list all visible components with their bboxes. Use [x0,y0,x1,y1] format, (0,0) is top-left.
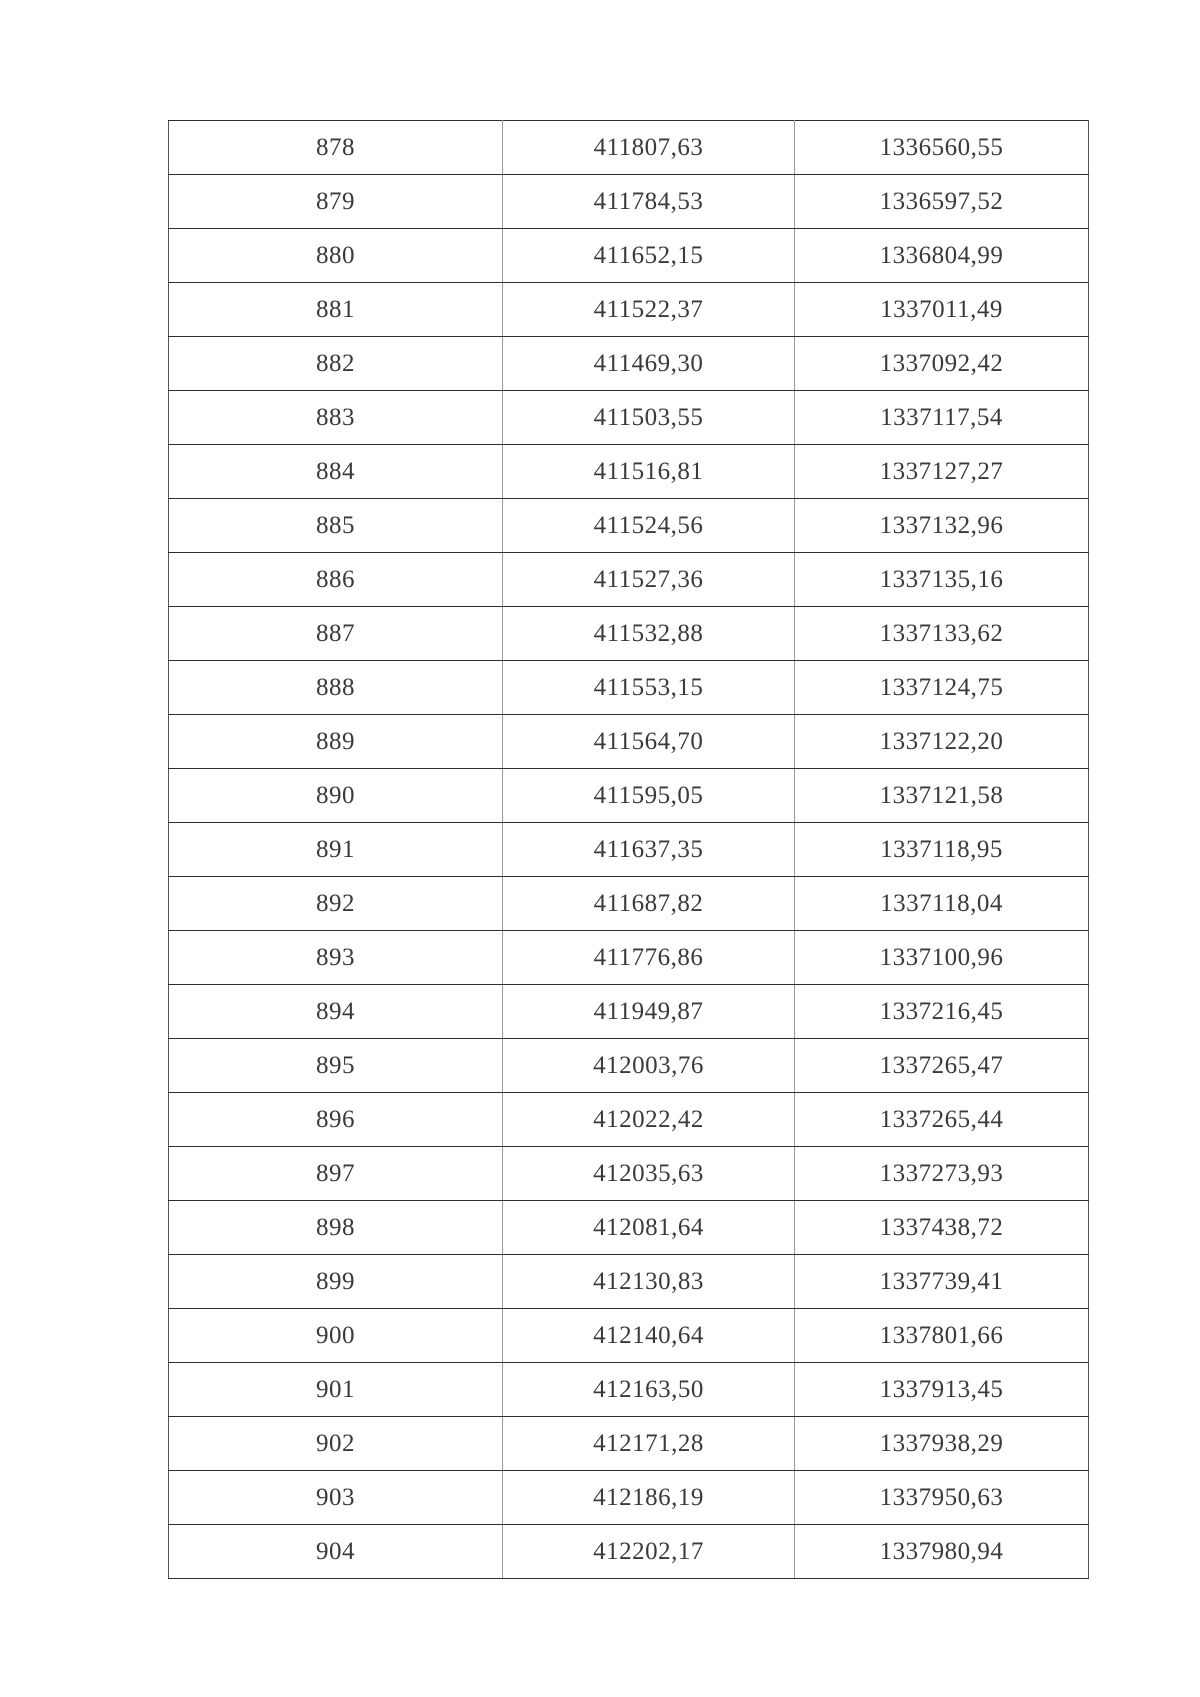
point-number-cell: 889 [169,715,503,769]
y-coordinate-cell: 1337950,63 [795,1471,1089,1525]
y-coordinate-cell: 1337100,96 [795,931,1089,985]
table-row [169,877,1089,931]
coordinates-table-body [169,121,1089,1579]
x-coordinate-cell: 412081,64 [503,1201,795,1255]
table-row [169,1309,1089,1363]
point-number-cell: 883 [169,391,503,445]
y-coordinate-cell: 1337132,96 [795,499,1089,553]
x-coordinate-cell: 412035,63 [503,1147,795,1201]
y-coordinate-cell: 1337118,95 [795,823,1089,877]
table-row [169,1039,1089,1093]
point-number-cell: 885 [169,499,503,553]
x-coordinate-cell: 411637,35 [503,823,795,877]
x-coordinate-cell: 411532,88 [503,607,795,661]
table-row [169,715,1089,769]
x-coordinate-cell: 412140,64 [503,1309,795,1363]
point-number-cell: 880 [169,229,503,283]
point-number-cell: 892 [169,877,503,931]
x-coordinate-cell: 411595,05 [503,769,795,823]
point-number-cell: 890 [169,769,503,823]
point-number-cell: 896 [169,1093,503,1147]
table-row [169,337,1089,391]
point-number-cell: 899 [169,1255,503,1309]
y-coordinate-cell: 1337216,45 [795,985,1089,1039]
table-row [169,769,1089,823]
x-coordinate-cell: 412186,19 [503,1471,795,1525]
point-number-cell: 901 [169,1363,503,1417]
y-coordinate-cell: 1337092,42 [795,337,1089,391]
table-row [169,1201,1089,1255]
y-coordinate-cell: 1337135,16 [795,553,1089,607]
table-row [169,1525,1089,1579]
x-coordinate-cell: 411687,82 [503,877,795,931]
y-coordinate-cell: 1336804,99 [795,229,1089,283]
y-coordinate-cell: 1337438,72 [795,1201,1089,1255]
x-coordinate-cell: 411527,36 [503,553,795,607]
y-coordinate-cell: 1337011,49 [795,283,1089,337]
y-coordinate-cell: 1336560,55 [795,121,1089,175]
table-row [169,823,1089,877]
table-row [169,445,1089,499]
x-coordinate-cell: 411564,70 [503,715,795,769]
point-number-cell: 888 [169,661,503,715]
point-number-cell: 893 [169,931,503,985]
x-coordinate-cell: 412171,28 [503,1417,795,1471]
y-coordinate-cell: 1337133,62 [795,607,1089,661]
y-coordinate-cell: 1337124,75 [795,661,1089,715]
x-coordinate-cell: 412130,83 [503,1255,795,1309]
y-coordinate-cell: 1337801,66 [795,1309,1089,1363]
point-number-cell: 894 [169,985,503,1039]
x-coordinate-cell: 411784,53 [503,175,795,229]
y-coordinate-cell: 1337265,44 [795,1093,1089,1147]
point-number-cell: 895 [169,1039,503,1093]
table-row [169,283,1089,337]
point-number-cell: 878 [169,121,503,175]
table-row [169,121,1089,175]
x-coordinate-cell: 412003,76 [503,1039,795,1093]
x-coordinate-cell: 411776,86 [503,931,795,985]
point-number-cell: 887 [169,607,503,661]
y-coordinate-cell: 1337739,41 [795,1255,1089,1309]
point-number-cell: 879 [169,175,503,229]
table-row [169,553,1089,607]
x-coordinate-cell: 411516,81 [503,445,795,499]
x-coordinate-cell: 411652,15 [503,229,795,283]
table-row [169,1255,1089,1309]
y-coordinate-cell: 1337127,27 [795,445,1089,499]
table-row [169,1363,1089,1417]
point-number-cell: 881 [169,283,503,337]
y-coordinate-cell: 1337117,54 [795,391,1089,445]
y-coordinate-cell: 1337122,20 [795,715,1089,769]
point-number-cell: 902 [169,1417,503,1471]
table-row [169,175,1089,229]
x-coordinate-cell: 412163,50 [503,1363,795,1417]
y-coordinate-cell: 1337913,45 [795,1363,1089,1417]
table-row [169,607,1089,661]
point-number-cell: 904 [169,1525,503,1579]
x-coordinate-cell: 411522,37 [503,283,795,337]
y-coordinate-cell: 1337118,04 [795,877,1089,931]
table-row [169,229,1089,283]
point-number-cell: 897 [169,1147,503,1201]
x-coordinate-cell: 412022,42 [503,1093,795,1147]
y-coordinate-cell: 1337265,47 [795,1039,1089,1093]
x-coordinate-cell: 411524,56 [503,499,795,553]
x-coordinate-cell: 411807,63 [503,121,795,175]
coordinates-table [168,120,1089,1579]
point-number-cell: 886 [169,553,503,607]
point-number-cell: 882 [169,337,503,391]
table-row [169,1417,1089,1471]
x-coordinate-cell: 411949,87 [503,985,795,1039]
table-row [169,499,1089,553]
y-coordinate-cell: 1337980,94 [795,1525,1089,1579]
x-coordinate-cell: 411469,30 [503,337,795,391]
y-coordinate-cell: 1337273,93 [795,1147,1089,1201]
point-number-cell: 900 [169,1309,503,1363]
table-row [169,1471,1089,1525]
y-coordinate-cell: 1337121,58 [795,769,1089,823]
point-number-cell: 891 [169,823,503,877]
point-number-cell: 903 [169,1471,503,1525]
point-number-cell: 884 [169,445,503,499]
y-coordinate-cell: 1336597,52 [795,175,1089,229]
table-row [169,985,1089,1039]
point-number-cell: 898 [169,1201,503,1255]
x-coordinate-cell: 412202,17 [503,1525,795,1579]
table-row [169,391,1089,445]
x-coordinate-cell: 411503,55 [503,391,795,445]
table-row [169,1147,1089,1201]
y-coordinate-cell: 1337938,29 [795,1417,1089,1471]
x-coordinate-cell: 411553,15 [503,661,795,715]
table-row [169,931,1089,985]
table-row [169,1093,1089,1147]
table-row [169,661,1089,715]
